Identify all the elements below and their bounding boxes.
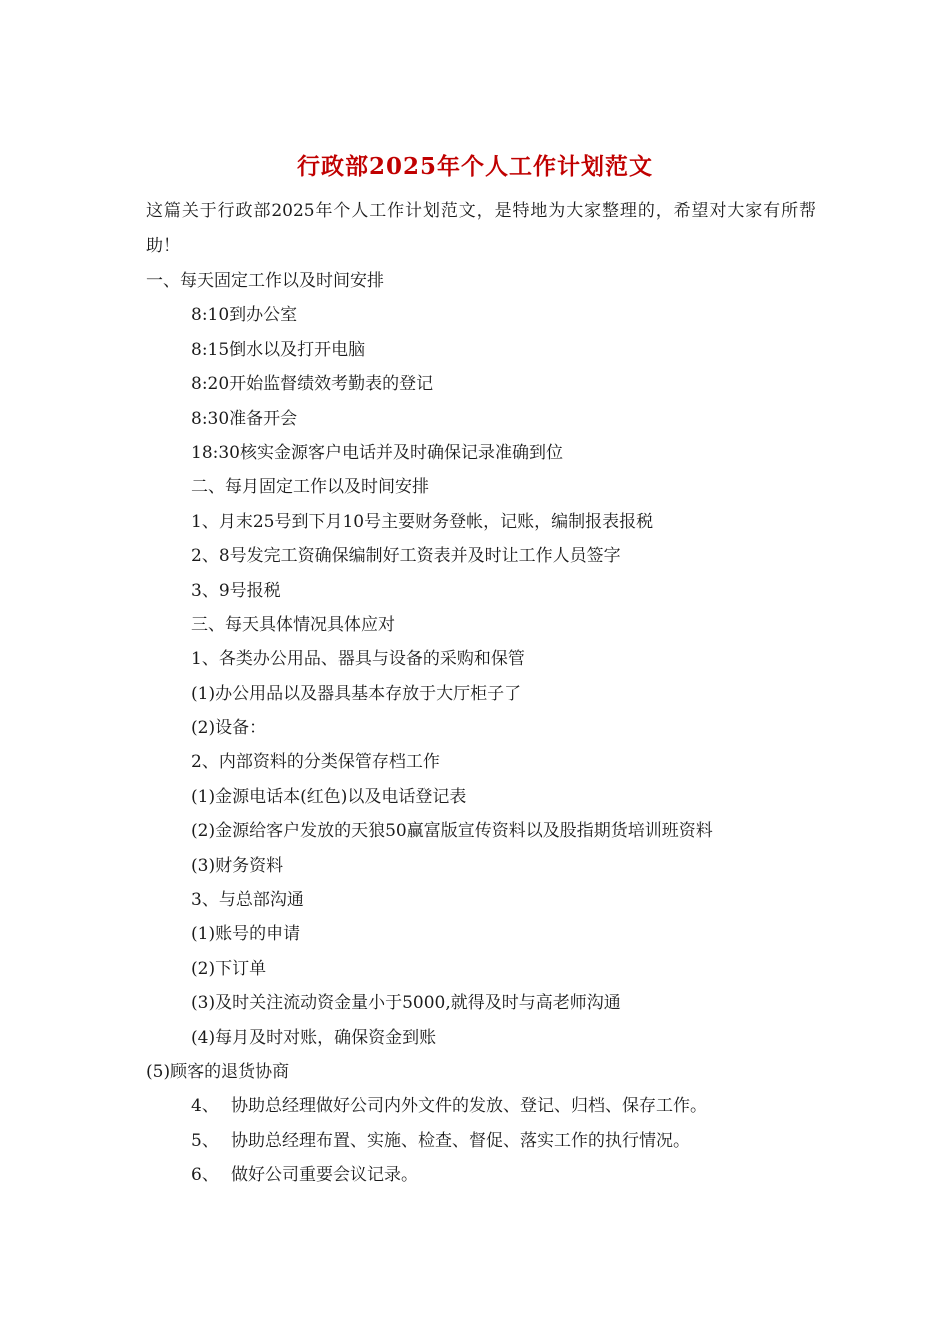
body-lines [0,264,950,1193]
body-line: (1)账号的申请 [191,924,301,945]
body-line: 二、每月固定工作以及时间安排 [191,477,429,498]
body-line: 3、9号报税 [191,580,281,601]
numbered-item [0,1089,950,1123]
body-line: (1)金源电话本(红色)以及电话登记表 [191,786,467,807]
body-line: (2)设备： [191,718,267,739]
numbered-item [0,1124,950,1158]
body-line: (2)下订单 [191,958,267,979]
intro-paragraph: 这篇关于行政部2025年个人工作计划范文，是特地为大家整理的，希望对大家有所帮助！ [146,201,816,256]
body-line: 8:15倒水以及打开电脑 [191,339,366,360]
item-number: 4、 [191,1096,219,1117]
body-line: 3、与总部沟通 [191,890,304,911]
item-text: 协助总经理做好公司内外文件的发放、登记、归档、保存工作。 [231,1096,707,1117]
body-line: (5)顾客的退货协商 [146,1061,290,1082]
body-line: 1、月末25号到下月10号主要财务登帐，记账，编制报表报税 [191,511,654,532]
body-line: 一、每天固定工作以及时间安排 [146,271,384,291]
body-line: 18:30核实金源客户电话并及时确保记录准确到位 [191,442,563,463]
body-line: 8:20开始监督绩效考勤表的登记 [191,374,434,395]
body-line: (3)及时关注流动资金量小于5000,就得及时与高老师沟通 [191,993,621,1014]
body-line: 8:10到办公室 [191,305,298,326]
numbered-item [0,1158,950,1192]
item-text: 协助总经理布置、实施、检查、督促、落实工作的执行情况。 [231,1130,690,1151]
document-title: 行政部2025年个人工作计划范文 [296,153,653,180]
body-line: 8:30准备开会 [191,408,298,429]
body-line: (3)财务资料 [191,855,284,876]
item-text: 做好公司重要会议记录。 [231,1165,418,1186]
body-line: (1)办公用品以及器具基本存放于大厅柜子了 [191,683,522,704]
body-line: 2、8号发完工资确保编制好工资表并及时让工作人员签字 [191,546,621,567]
body-line: (4)每月及时对账，确保资金到账 [191,1027,437,1048]
body-line: (2)金源给客户发放的天狼50赢富版宣传资料以及股指期货培训班资料 [191,821,713,842]
item-number: 6、 [191,1165,219,1186]
body-line: 三、每天具体情况具体应对 [191,614,395,635]
item-number: 5、 [191,1130,219,1151]
body-line: 1、各类办公用品、器具与设备的采购和保管 [191,649,525,670]
body-line: 2、内部资料的分类保管存档工作 [191,752,440,773]
